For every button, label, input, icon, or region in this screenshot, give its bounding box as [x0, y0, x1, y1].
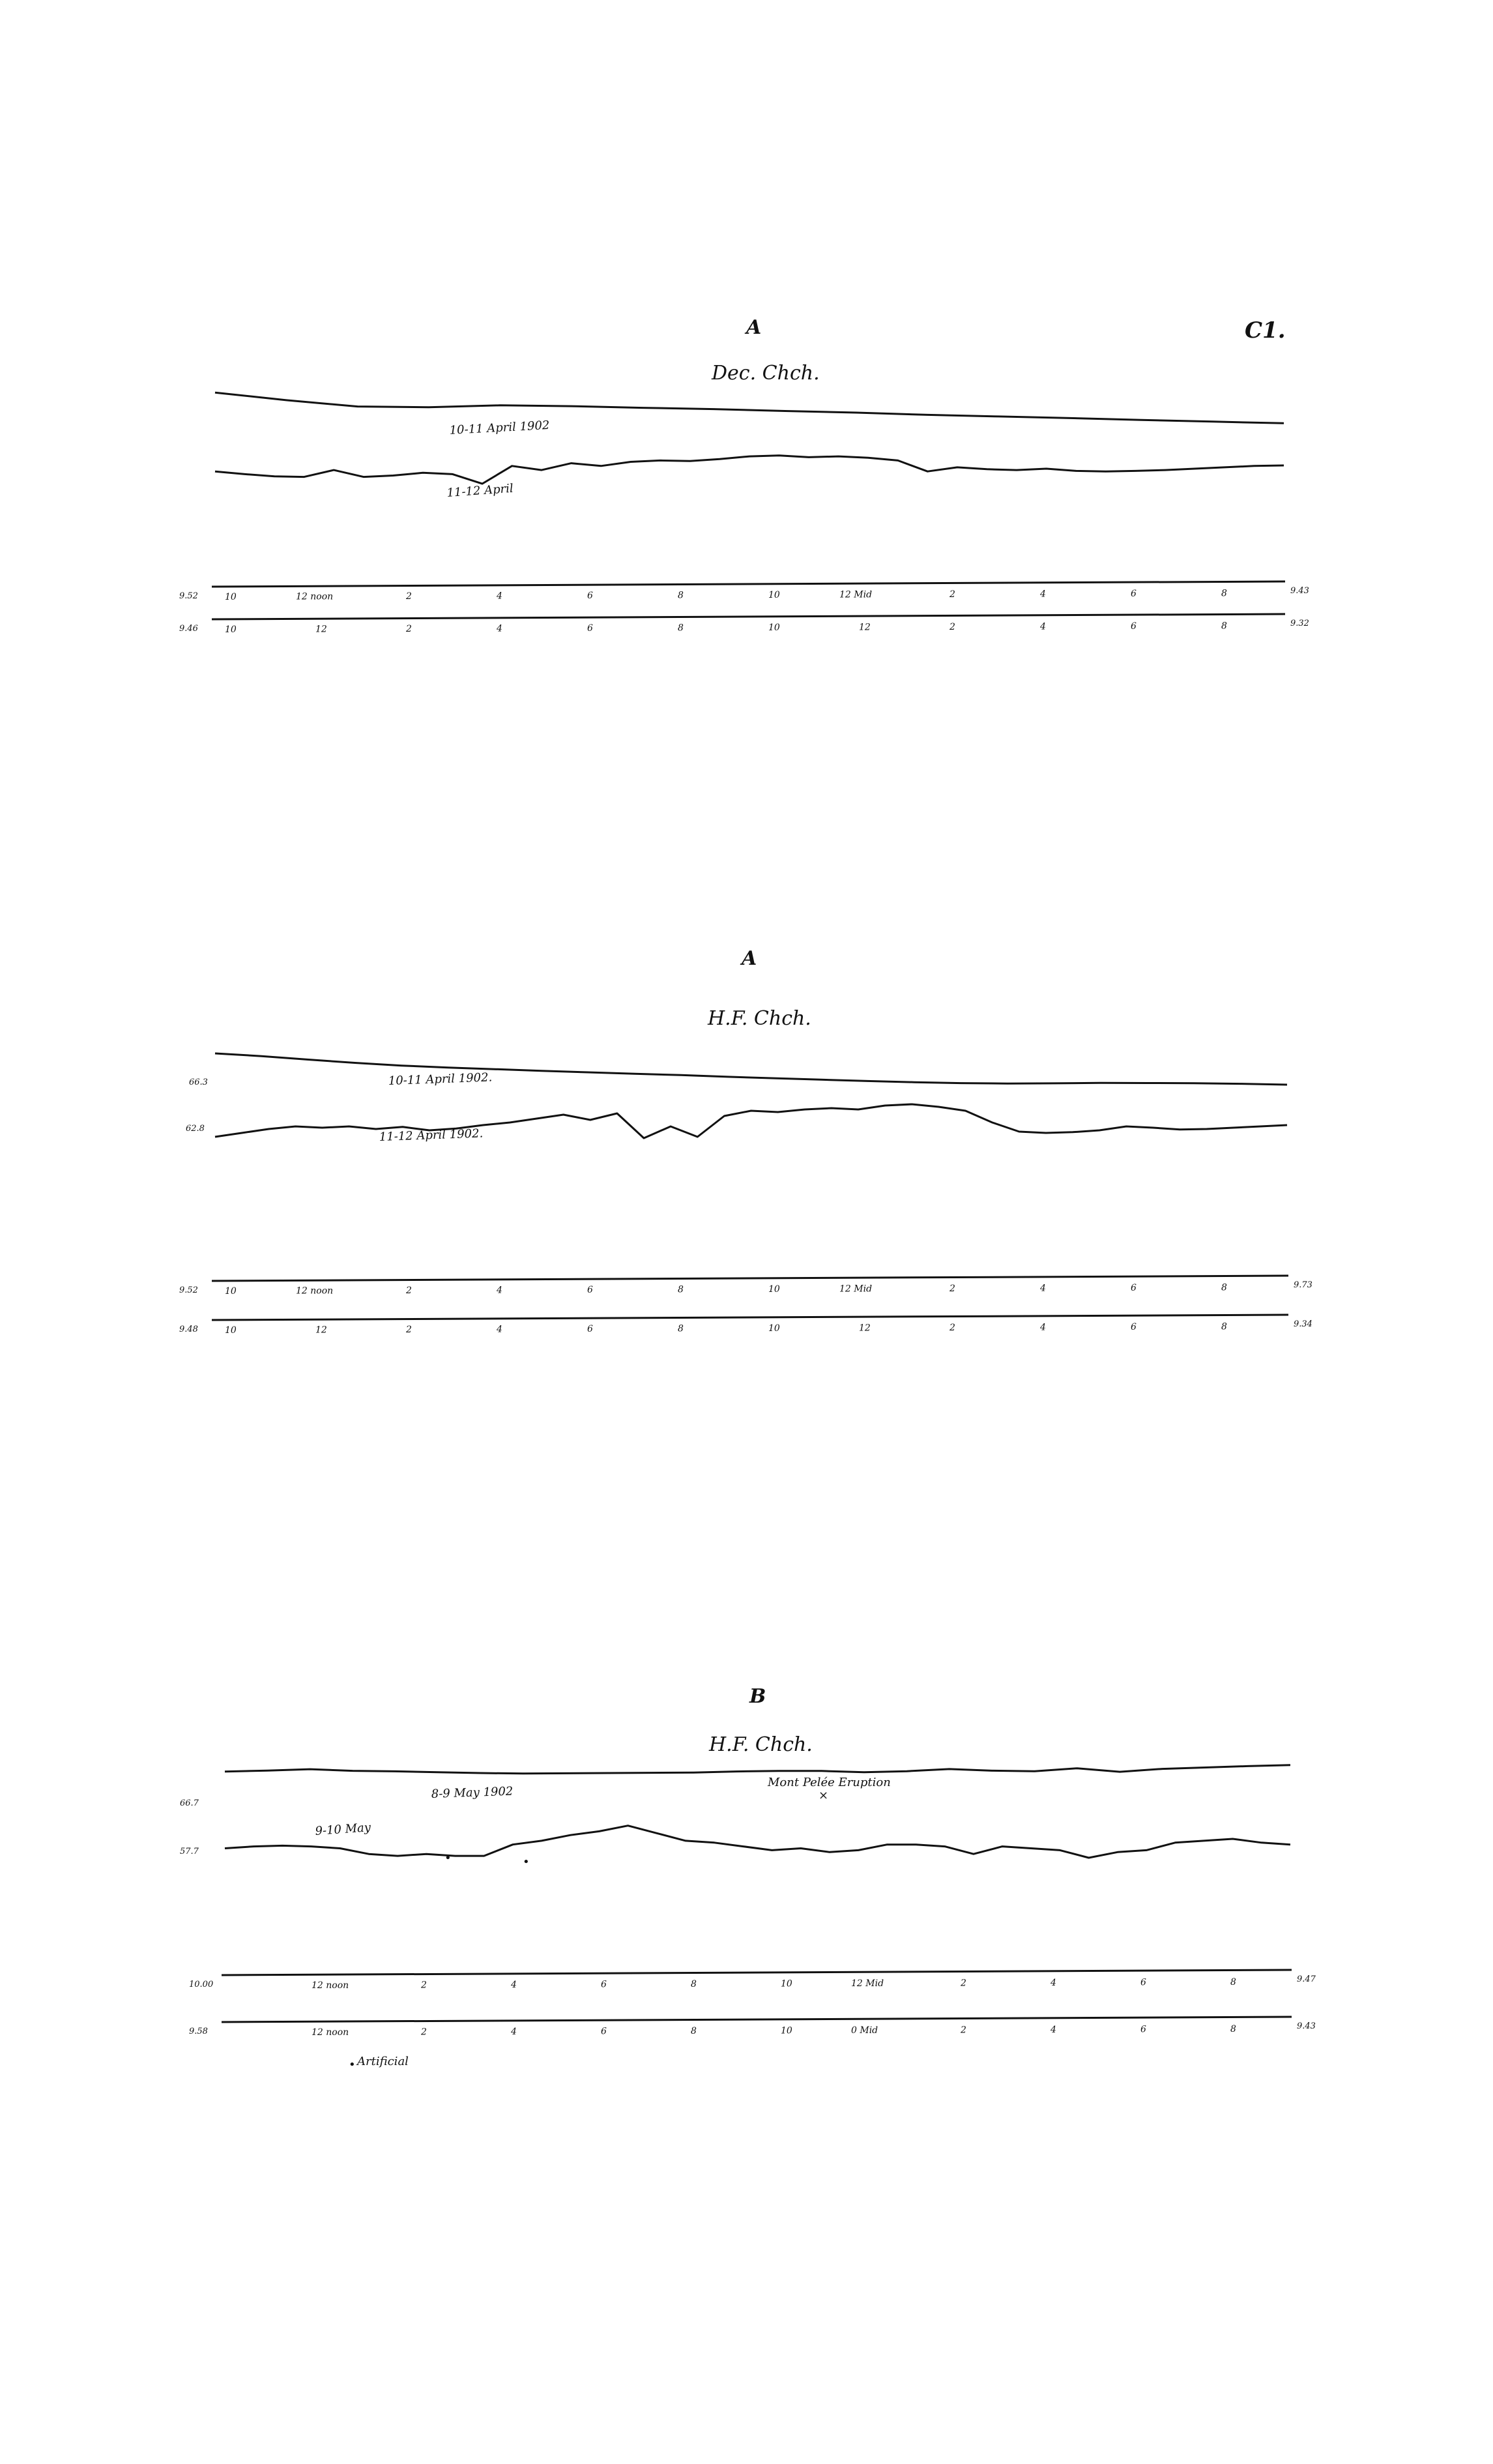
- y-end-label: 66.7: [180, 1798, 199, 1808]
- tick-label: 4: [1051, 1978, 1056, 1988]
- tick-label: 4: [1040, 589, 1046, 600]
- tick-label: 8: [1221, 588, 1227, 599]
- tick-label: 6: [1131, 589, 1137, 599]
- time-scale-line: [212, 1276, 1288, 1281]
- tick-label: 6: [587, 1285, 593, 1295]
- tick-label: 6: [601, 2026, 607, 2037]
- tick-label: 4: [1040, 1283, 1046, 1294]
- annotation-label: Mont Pelée Eruption: [768, 1776, 891, 1789]
- series-label: 9-10 May: [314, 1821, 371, 1838]
- tick-label: 10: [225, 1325, 237, 1336]
- scale-end-label: 9.48: [179, 1325, 198, 1334]
- scale-end-label: 9.43: [1297, 2021, 1316, 2031]
- panel-hf-chch-may: [180, 1685, 1316, 2072]
- tick-label: 12 Mid: [839, 1283, 873, 1295]
- tick-label: 12 noon: [312, 2027, 349, 2038]
- tick-label: 8: [678, 1284, 684, 1295]
- tick-label: 4: [497, 1324, 502, 1335]
- scale-end-label: 9.34: [1294, 1319, 1312, 1329]
- tick-label: 8: [1221, 1282, 1227, 1293]
- tick-label: 6: [1131, 621, 1137, 632]
- tick-label: 12 noon: [296, 591, 334, 602]
- tick-label: 6: [1131, 1283, 1137, 1293]
- series-line: [215, 392, 1284, 423]
- time-scale-group: [179, 581, 1309, 635]
- tick-label: 4: [497, 1285, 502, 1296]
- scale-end-label: 9.32: [1290, 619, 1309, 628]
- scale-end-label: 9.73: [1294, 1280, 1312, 1290]
- trace-group: [215, 1053, 1287, 1138]
- panel-title: H.F. Chch.: [708, 1007, 811, 1030]
- scale-end-label: 9.58: [189, 2027, 208, 2036]
- tick-label: 2: [421, 1980, 427, 1991]
- scale-end-label: 9.52: [179, 591, 198, 601]
- tick-label: 12 Mid: [839, 589, 873, 600]
- time-scale-line: [222, 1970, 1292, 1975]
- tick-label: 2: [406, 1285, 412, 1296]
- tick-label: 4: [511, 2027, 517, 2037]
- panel-hf-chch-april: [179, 947, 1312, 1336]
- annotation-marker: ×: [819, 1789, 829, 1802]
- tick-label: 6: [587, 623, 593, 634]
- series-line: [215, 456, 1284, 484]
- time-scale-group: [179, 1276, 1312, 1336]
- series-label: 11-12 April 1902.: [379, 1126, 484, 1144]
- tick-label: 2: [949, 589, 955, 600]
- tick-label: 8: [1221, 1321, 1227, 1332]
- tick-label: 8: [678, 590, 684, 601]
- tick-label: 8: [1230, 1977, 1236, 1987]
- time-scale-line: [212, 1315, 1288, 1320]
- tick-label: 6: [587, 591, 593, 601]
- series-label: 11-12 April: [446, 481, 514, 500]
- tick-label: 6: [1140, 1977, 1146, 1988]
- tick-label: 10: [768, 1284, 780, 1295]
- tick-label: 12: [859, 1323, 871, 1334]
- tick-label: 8: [691, 2026, 697, 2036]
- scale-end-label: 9.46: [179, 624, 198, 634]
- tick-label: 2: [961, 1978, 966, 1989]
- tick-label: 4: [497, 623, 502, 634]
- time-scale-line: [222, 2017, 1292, 2022]
- tick-label: 6: [1131, 1322, 1137, 1332]
- series-line: [225, 1826, 1290, 1858]
- tick-label: 2: [406, 591, 412, 602]
- tick-label: 12: [859, 622, 871, 633]
- tick-label: 6: [601, 1979, 607, 1990]
- panel-letter: B: [749, 1685, 766, 1708]
- time-scale-group: [189, 1970, 1316, 2038]
- tick-label: 10: [768, 1323, 780, 1334]
- annotation-label: Artificial: [357, 2055, 409, 2068]
- tick-label: 12 noon: [312, 1980, 349, 1991]
- tick-label: 2: [961, 2025, 966, 2036]
- y-end-label: 57.7: [180, 1847, 199, 1856]
- panel-letter: A: [746, 316, 762, 339]
- tick-label: 2: [949, 1323, 955, 1333]
- tick-label: 10: [781, 2025, 792, 2036]
- tick-label: 10: [768, 623, 780, 633]
- panel-title: H.F. Chch.: [709, 1733, 813, 1756]
- tick-label: 8: [678, 623, 684, 634]
- tick-label: 0 Mid: [851, 2025, 878, 2036]
- scale-end-label: 9.43: [1290, 586, 1309, 596]
- tick-label: 2: [406, 624, 412, 634]
- panel-dec-chch: [179, 316, 1309, 635]
- tick-label: 10: [225, 1286, 237, 1297]
- tick-label: 2: [406, 1325, 412, 1335]
- tick-label: 8: [1221, 621, 1227, 632]
- time-scale-line: [212, 581, 1285, 587]
- time-scale-line: [212, 614, 1285, 619]
- tick-label: 8: [1230, 2024, 1236, 2034]
- tick-label: 8: [691, 1979, 697, 1989]
- tick-label: 4: [1051, 2025, 1056, 2035]
- annotation-marker: •: [444, 1851, 452, 1865]
- scale-end-label: 10.00: [189, 1980, 214, 1989]
- annotation-marker: •: [523, 1855, 530, 1869]
- tick-label: 2: [949, 1283, 955, 1294]
- series-line: [215, 1104, 1287, 1138]
- tick-label: 10: [768, 590, 780, 600]
- tick-label: 4: [1040, 621, 1046, 632]
- y-end-label: 66.3: [189, 1078, 208, 1087]
- panel-letter: A: [742, 947, 757, 970]
- tick-label: 12: [315, 624, 327, 635]
- tick-label: 10: [225, 592, 237, 602]
- tick-label: 6: [587, 1324, 593, 1334]
- tick-label: 4: [1040, 1322, 1046, 1333]
- series-line: [215, 1053, 1287, 1085]
- series-line: [225, 1765, 1290, 1774]
- tick-label: 6: [1140, 2024, 1146, 2035]
- scale-end-label: 9.47: [1297, 1974, 1316, 1984]
- tick-label: 4: [511, 1980, 517, 1990]
- tick-label: 10: [781, 1978, 792, 1989]
- panel-title: Dec. Chch.: [712, 362, 820, 385]
- tick-label: 10: [225, 624, 237, 635]
- tick-label: 2: [421, 2027, 427, 2038]
- tick-label: 12 Mid: [851, 1978, 884, 1989]
- trace-group: [225, 1765, 1290, 1858]
- tick-label: 12: [315, 1325, 327, 1336]
- y-end-label: 62.8: [186, 1124, 205, 1134]
- annotation-marker: •: [349, 2058, 356, 2072]
- scale-end-label: 9.52: [179, 1285, 198, 1295]
- tick-label: 2: [949, 622, 955, 632]
- series-label: 10-11 April 1902.: [388, 1070, 493, 1088]
- plate-number: C1.: [1245, 317, 1286, 344]
- series-label: 10-11 April 1902: [449, 418, 550, 437]
- tick-label: 4: [497, 591, 502, 602]
- series-label: 8-9 May 1902: [431, 1784, 514, 1801]
- tick-label: 12 noon: [296, 1285, 334, 1297]
- tick-label: 8: [678, 1323, 684, 1334]
- trace-group: [215, 392, 1284, 484]
